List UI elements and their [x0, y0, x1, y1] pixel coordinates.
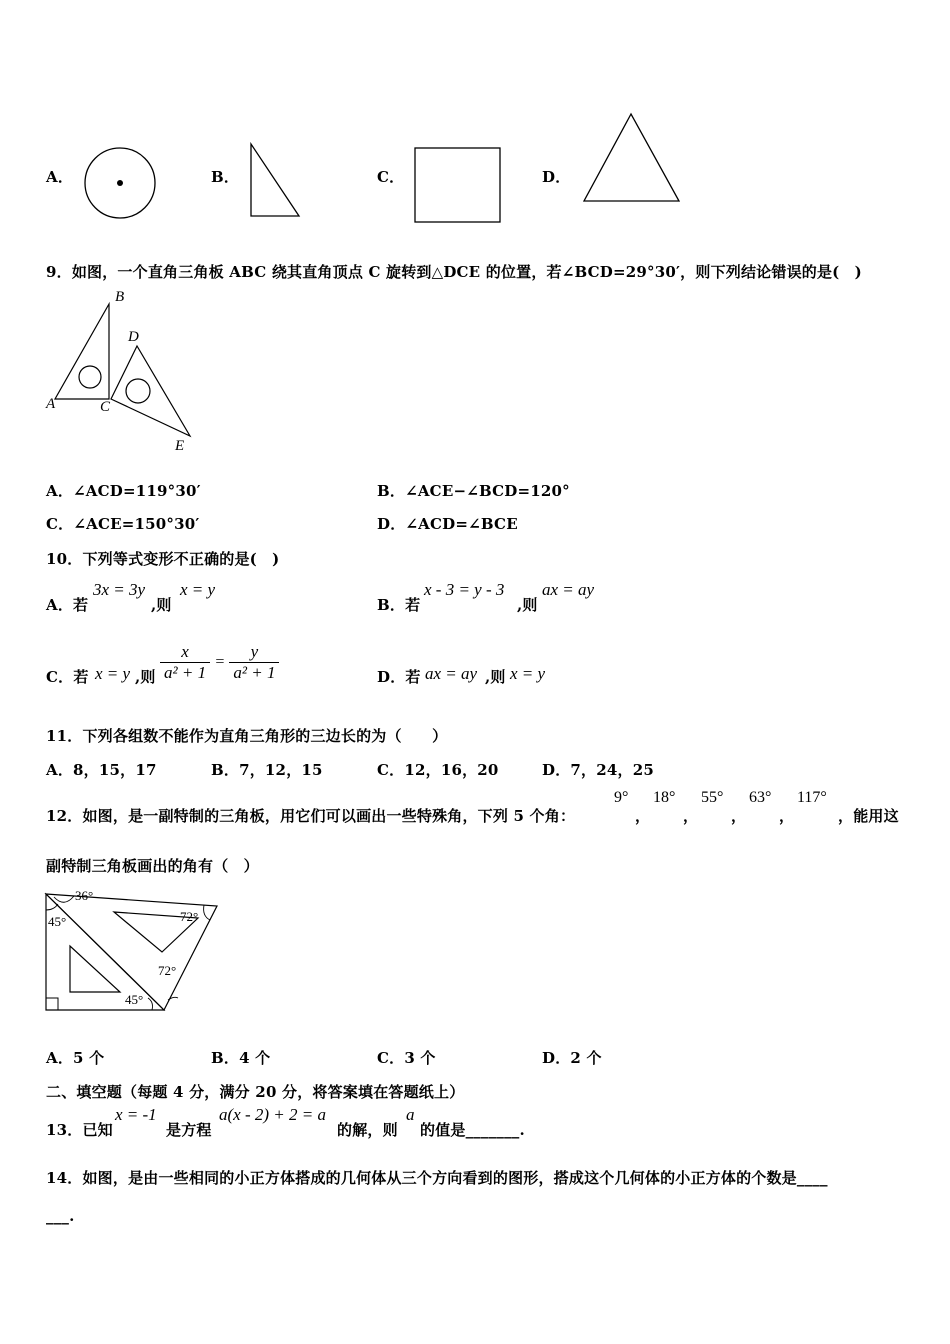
q9-label-a: A — [46, 396, 56, 412]
q10-d-then: ,则 — [485, 668, 506, 686]
q10-c-eq: = — [214, 653, 226, 671]
q12-option-d: D．2 个 — [542, 1049, 602, 1067]
q8-option-a-label: A． — [46, 168, 74, 186]
q12-angle-4: 63° — [749, 789, 772, 806]
q12-stem-line2: 副特制三角板画出的角有（ ） — [46, 857, 259, 875]
q9-option-c: C．∠ACE=150°30′ — [46, 515, 200, 533]
q10-b-cond: x - 3 = y - 3 — [424, 580, 505, 599]
q8-option-d-triangle — [580, 111, 684, 205]
q12-option-b: B．4 个 — [211, 1049, 271, 1067]
q12-fig-label-45-bottom: 45° — [125, 992, 144, 1007]
q12-sep-1: ， — [635, 807, 651, 825]
q10-stem: 10．下列等式变形不正确的是( ) — [46, 550, 280, 568]
q10-a-then: ,则 — [151, 596, 172, 614]
q12-sep-3: ， — [731, 807, 747, 825]
q12-angle-3: 55° — [701, 789, 724, 806]
q13-prefix: 13．已知 — [46, 1121, 113, 1139]
q10-d-cond: ax = ay — [425, 664, 478, 683]
q13-mid: 是方程 — [166, 1121, 212, 1139]
q10-b-label: B．若 — [377, 596, 421, 614]
q13-after: 的解，则 — [337, 1121, 398, 1139]
q11-stem: 11．下列各组数不能作为直角三角形的三边长的为（ ） — [46, 727, 448, 745]
q10-b-then: ,则 — [517, 596, 538, 614]
q12-option-c: C．3 个 — [377, 1049, 436, 1067]
q12-fig-label-72-bottom: 72° — [158, 963, 177, 978]
q10-b-res: ax = ay — [542, 580, 595, 599]
q12-angle-1: 9° — [614, 789, 629, 806]
q10-c-den2: a² + 1 — [233, 663, 276, 682]
q10-c-num2: y — [229, 642, 279, 663]
q11-option-b: B．7，12，15 — [211, 761, 323, 779]
q10-d-res: x = y — [510, 664, 546, 683]
q10-a-res: x = y — [180, 580, 216, 599]
q12-sep-4: ， — [779, 807, 795, 825]
q12-fig-label-45-left: 45° — [48, 914, 67, 929]
q13-end: 的值是_______. — [420, 1121, 525, 1139]
q10-c-cond: x = y — [95, 664, 131, 683]
q10-c-den1: a² + 1 — [164, 663, 207, 682]
q12-sep-2: ， — [683, 807, 699, 825]
q10-a-cond: 3x = 3y — [93, 580, 146, 599]
q12-stem-end: ，能用这 — [838, 807, 899, 825]
q11-option-c: C．12，16，20 — [377, 761, 499, 779]
q14-line1: 14．如图，是由一些相同的小正方体搭成的几何体从三个方向看到的图形，搭成这个几何体的小正方体的个数是____ — [46, 1169, 828, 1187]
q10-d-label: D．若 — [377, 668, 421, 686]
q11-option-a: A．8，15，17 — [46, 761, 157, 779]
q10-c-then: ,则 — [135, 668, 156, 686]
q12-angle-5: 117° — [797, 789, 827, 806]
q8-option-c-label: C． — [377, 168, 405, 186]
q8-option-a-circle — [82, 146, 158, 222]
q10-c-num1: x — [160, 642, 210, 663]
q13-cond: x = -1 — [115, 1105, 157, 1124]
q8-option-d-label: D． — [542, 168, 571, 186]
q12-option-a: A．5 个 — [46, 1049, 105, 1067]
q10-a-label: A．若 — [46, 596, 89, 614]
q9-label-c: C — [100, 399, 111, 415]
q12-stem-start: 12．如图，是一副特制的三角板，用它们可以画出一些特殊角，下列 5 个角： — [46, 807, 576, 825]
q9-figure — [44, 288, 204, 458]
q9-label-e: E — [175, 438, 185, 454]
q9-label-b: B — [115, 289, 125, 305]
q9-option-a: A．∠ACD=119°30′ — [46, 482, 201, 500]
q13-var: a — [406, 1105, 415, 1124]
q10-c-label: C．若 — [46, 668, 89, 686]
q9-stem: 9．如图，一个直角三角板 ABC 绕其直角顶点 C 旋转到△DCE 的位置，若∠BCD=29°30′，则下列结论错误的是( ) — [46, 263, 862, 281]
q9-option-d: D．∠ACD=∠BCE — [377, 515, 518, 533]
q14-line2: ___. — [46, 1207, 75, 1225]
q13-equation: a(x - 2) + 2 = a — [219, 1105, 326, 1124]
q12-angle-2: 18° — [653, 789, 676, 806]
q12-fig-label-36: 36° — [75, 888, 94, 903]
q10-c-fraction — [160, 642, 279, 683]
section2-title: 二、填空题（每题 4 分，满分 20 分，将答案填在答题纸上） — [46, 1083, 465, 1101]
q9-label-d: D — [128, 329, 139, 345]
q8-option-b-label: B． — [211, 168, 240, 186]
q11-option-d: D．7，24，25 — [542, 761, 654, 779]
q8-option-c-square — [412, 145, 504, 225]
q9-option-b: B．∠ACE−∠BCD=120° — [377, 482, 570, 500]
q12-fig-label-72-right: 72° — [180, 909, 199, 924]
q8-option-b-triangle — [248, 142, 304, 220]
